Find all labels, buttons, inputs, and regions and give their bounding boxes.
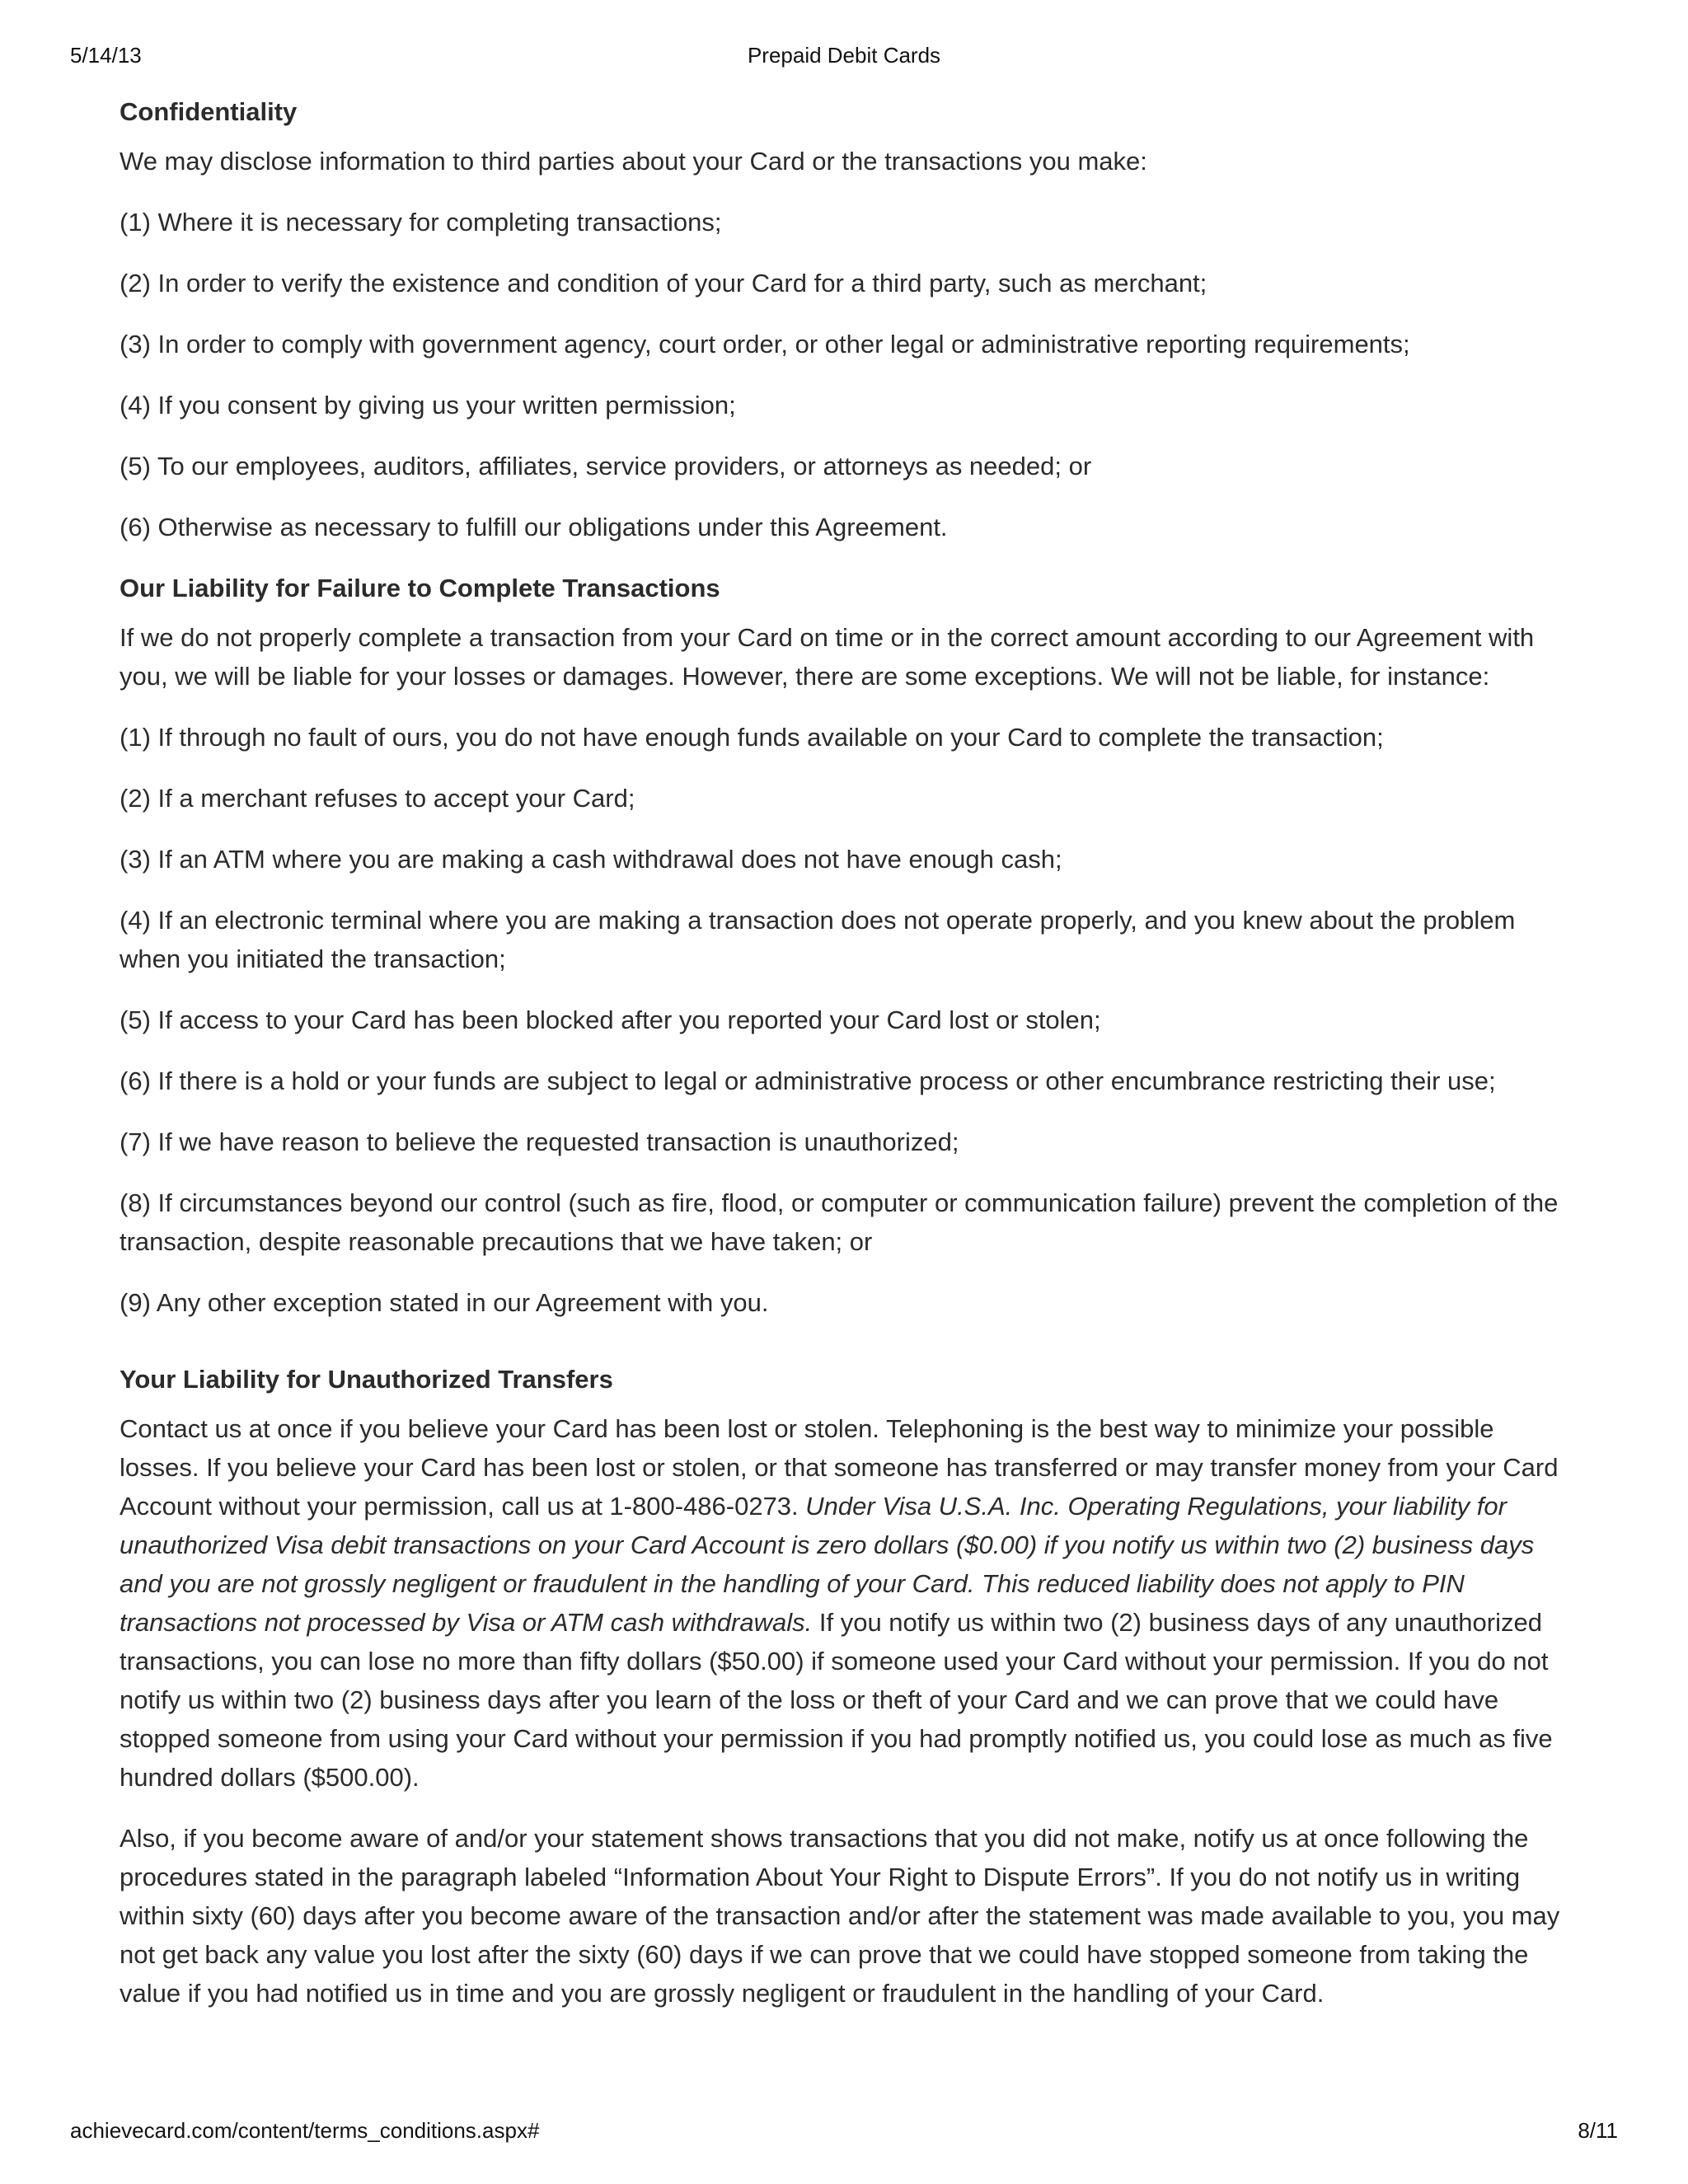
list-item: (3) If an ATM where you are making a cash withdrawal does not have enough cash; xyxy=(120,845,1062,874)
list-item: (7) If we have reason to believe the requested transaction is unauthorized; xyxy=(120,1127,959,1156)
section-heading-unauthorized: Your Liability for Unauthorized Transfers xyxy=(120,1365,613,1394)
section-heading-liability: Our Liability for Failure to Complete Transactions xyxy=(120,574,720,602)
list-item: (1) If through no fault of ours, you do not have enough funds available on your Card to complete the transaction; xyxy=(120,723,1384,752)
list-item: (6) Otherwise as necessary to fulfill our obligations under this Agreement. xyxy=(120,513,948,541)
list-item: (4) If you consent by giving us your written permission; xyxy=(120,391,736,419)
paragraph-text: Contact us at once if you believe your Card has been lost or stolen. Telephoning is the best way to minimize your possible losses. If you believe your Card has been lost or stolen, or that someone has transferred or may transfer money from your Card Account without your permission, call us at 1-800-486-0273. xyxy=(120,1414,1559,1521)
confidentiality-intro: We may disclose information to third parties about your Card or the transactions you make: xyxy=(120,147,1147,176)
document-body xyxy=(120,92,1573,2035)
liability-intro: If we do not properly complete a transaction from your Card on time or in the correct amount according to our Agreement with you, we will be liable for your losses or damages. However, there are some exceptions. We will not be liable, for instance: xyxy=(120,623,1535,691)
list-item: (2) In order to verify the existence and condition of your Card for a third party, such as merchant; xyxy=(120,269,1207,298)
list-item: (5) To our employees, auditors, affiliates, service providers, or attorneys as needed; or xyxy=(120,452,1092,480)
list-item: (1) Where it is necessary for completing transactions; xyxy=(120,208,722,237)
visa-regulation-notice: Under Visa U.S.A. Inc. Operating Regulations, your liability for unauthorized Visa debit transactions on your Card Account is zero dollars ($0.00) if you notify us within two (2) business days and you are not grossly negligent or fraudulent in the handling of your Card. This reduced liability does not apply to PIN transactions not processed by Visa or ATM cash withdrawals. xyxy=(120,1492,1535,1637)
page-header xyxy=(70,43,1618,68)
print-date: 5/14/13 xyxy=(70,43,142,68)
list-item: (5) If access to your Card has been blocked after you reported your Card lost or stolen; xyxy=(120,1005,1101,1034)
list-item: (8) If circumstances beyond our control (such as fire, flood, or computer or communication failure) prevent the completion of the transaction, despite reasonable precautions that we have taken; or xyxy=(120,1188,1559,1256)
unauthorized-paragraph-1 xyxy=(120,1409,1573,1797)
section-heading-confidentiality: Confidentiality xyxy=(120,97,298,126)
list-item: (6) If there is a hold or your funds are subject to legal or administrative process or other encumbrance restricting their use; xyxy=(120,1066,1496,1095)
page-title: Prepaid Debit Cards xyxy=(747,43,941,68)
list-item: (4) If an electronic terminal where you are making a transaction does not operate properly, and you knew about the problem when you initiated the transaction; xyxy=(120,906,1516,973)
page-url: achievecard.com/content/terms_conditions.aspx# xyxy=(70,2118,540,2143)
page-number: 8/11 xyxy=(1578,2118,1618,2143)
list-item: (2) If a merchant refuses to accept your Card; xyxy=(120,784,635,813)
list-item: (3) In order to comply with government agency, court order, or other legal or administrative reporting requirements; xyxy=(120,330,1410,359)
unauthorized-paragraph-2: Also, if you become aware of and/or your statement shows transactions that you did not make, notify us at once following the procedures stated in the paragraph labeled “Information About Your Right to Dispute Errors”. If you do not notify us in writing within sixty (60) days after you become aware of the transaction and/or after the statement was made available to you, you may not get back any value you lost after the sixty (60) days if we can prove that we could have stopped someone from taking the value if you had notified us in time and you are grossly negligent or fraudulent in the handling of your Card. xyxy=(120,1824,1560,2008)
page-footer xyxy=(70,2118,1618,2144)
paragraph-text: If you notify us within two (2) business days of any unauthorized transactions, you can lose no more than fifty dollars ($50.00) if someone used your Card without your permission. If you do not notify us within two (2) business days after you learn of the loss or theft of your Card and we can prove that we could have stopped someone from using your Card without your permission if you had promptly notified us, you could lose as much as five hundred dollars ($500.00). xyxy=(120,1608,1553,1792)
list-item: (9) Any other exception stated in our Agreement with you. xyxy=(120,1288,769,1317)
